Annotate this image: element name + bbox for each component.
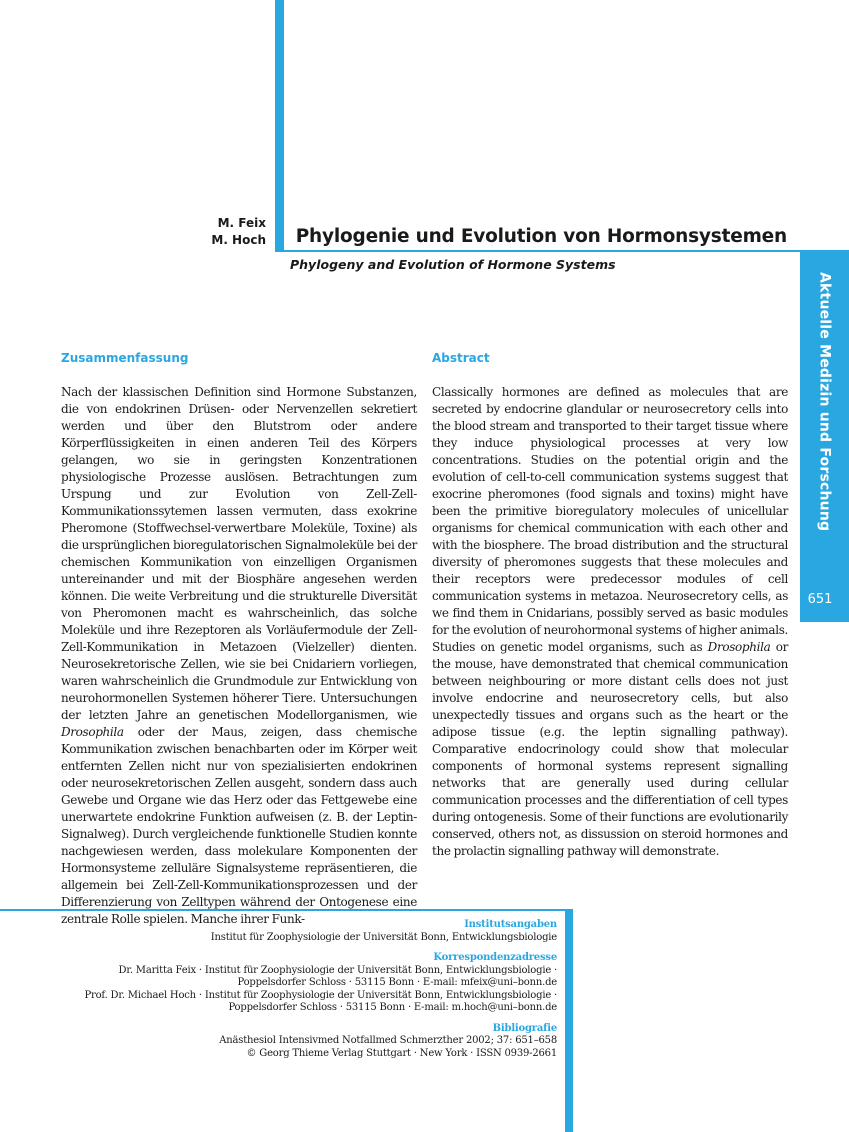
- author-list: [211, 215, 266, 249]
- zusammenfassung-heading: Zusammenfassung: [61, 351, 189, 365]
- author-name: M. Feix: [217, 216, 266, 230]
- zusammenfassung-text: Nach der klassischen Definition sind Hormone Substanzen, die von endokrinen Drüsen- oder Nervenzellen sekretiert werden und über den Blutstrom oder andere Körperflüssigkeiten in einen anderen Teil des Körpers gelangen, wo sie in geringsten Konzentrationen physiologische Prozesse auslösen. Betrachtungen zum Urspung und zur Evolution von Zell-Zell-Kommunikationssytemen lassen vermuten, dass exokrine Pheromone (Stoffwechsel-verwertbare Moleküle, Toxine) als die ursprünglichen bioregulatorischen Signalmoleküle bei der chemischen Kommunikation von einzelligen Organismen untereinander und mit der Biosphäre angesehen werden können. Die weite Verbreitung und die strukturelle Diversität von Pheromonen macht es wahrscheinlich, das solche Moleküle und ihre Rezeptoren als Vorläufermodule der Zell-Zell-Kommunikation in Metazoen (Vielzeller) dienten. Neurosekretorische Zellen, wie sie bei Cnidariern vorliegen, waren wahrscheinlich die Grundmodule zur Entwicklung von neurohormonellen Systemen höherer Tiere. Untersuchungen der letzten Jahre an genetischen Modellorganismen, wie Drosophila oder der Maus, zeigen, dass chemische Kommunikation zwischen benachbarten oder im Körper weit entfernten Zellen nicht nur von spezialisierten endokrinen oder neurosekretorischen Zellen ausgeht, sondern dass auch Gewebe und Organe wie das Herz oder das Fettgewebe eine unerwartete endokrine Funktion aufweisen (z. B. der Leptin-Signalweg). Durch vergleichende funktionelle Studien konnte nachgewiesen werden, dass molekulare Komponenten der Hormonsysteme zelluläre Signalsysteme repräsentieren, die allgemein bei Zell-Zell-Kommunikationsprozessen und der Differenzierung von Zelltypen während der Ontogenese eine zentrale Rolle spielen. Manche ihrer Funk-: [61, 385, 417, 926]
- abstract-text: Classically hormones are defined as molecules that are secreted by endocrine glandular or neurosecretory cells into the blood stream and transported to their target tissue where they induce physiological processes at very low concentrations. Studies on the potential origin and the evolution of cell-to-cell communication systems suggest that exocrine pheromones (food signals and toxins) might have been the primitive bioregulatory molecules of unicellular organisms for chemical communication with each other and with the biosphere. The broad distribution and the structural diversity of pheromones suggests that these molecules and their receptors were predecessor modules of cell communication systems in metazoa. Neurosecretory cells, as we find them in Cnidarians, possibly served as basic modules for the evolution of neurohormonal systems of higher animals. Studies on genetic model organisms, such as Drosophila or the mouse, have demonstrated that chemical communication between neighbouring or more distant cells does not just involve endocrine and neurosecretory cells, but also unexpectedly tissues and organs such as the heart or the adipose tissue (e.g. the leptin signalling pathway). Comparative endocrinology could show that molecular components of hormonal systems represent signalling networks that are generally used during cellular communication processes and the differentiation of cell types during ontogenesis. Some of their functions are evolutionarily conserved, others not, as dissussion on steroid hormones and the prolactin signalling pathway will demonstrate.: [432, 385, 788, 858]
- article-title: Phylogenie und Evolution von Hormonsystemen: [295, 226, 787, 247]
- article-subtitle: Phylogeny and Evolution of Hormone Systems: [290, 257, 616, 272]
- bibliografie-line: Anästhesiol Intensivmed Notfallmed Schmerzther 2002; 37: 651–658: [219, 1035, 557, 1046]
- korrespondenz-line: Poppelsdorfer Schloss · 53115 Bonn · E-mail: m.hoch@uni–bonn.de: [228, 1002, 557, 1013]
- section-label: Aktuelle Medizin und Forschung: [816, 272, 833, 532]
- korrespondenz-heading: Korrespondenzadresse: [433, 952, 557, 963]
- author-name: M. Hoch: [211, 233, 266, 247]
- korrespondenz-line: Dr. Maritta Feix · Institut für Zoophysiologie der Universität Bonn, Entwicklungsbiologie ·: [118, 964, 557, 976]
- title-rule: [275, 250, 849, 252]
- page-number: 651: [807, 592, 833, 607]
- abstract-heading: Abstract: [432, 351, 490, 365]
- footer-accent-bar: [565, 909, 573, 1132]
- bibliografie-line: © Georg Thieme Verlag Stuttgart · New York · ISSN 0939-2661: [246, 1047, 557, 1059]
- bibliografie-heading: Bibliografie: [492, 1022, 557, 1034]
- section-label-container: [800, 252, 849, 552]
- top-accent-bar: [275, 0, 284, 251]
- korrespondenz-line: Prof. Dr. Michael Hoch · Institut für Zoophysiologie der Universität Bonn, Entwicklungsbiologie ·: [84, 989, 557, 1001]
- institut-line: Institut für Zoophysiologie der Universität Bonn, Entwicklungsbiologie: [210, 931, 557, 943]
- korrespondenz-line: Poppelsdorfer Schloss · 53115 Bonn · E-mail: mfeix@uni–bonn.de: [237, 977, 557, 988]
- footer-rule: [0, 909, 572, 911]
- institut-heading: Institutsangaben: [464, 919, 557, 930]
- footer-info: [37, 919, 557, 1060]
